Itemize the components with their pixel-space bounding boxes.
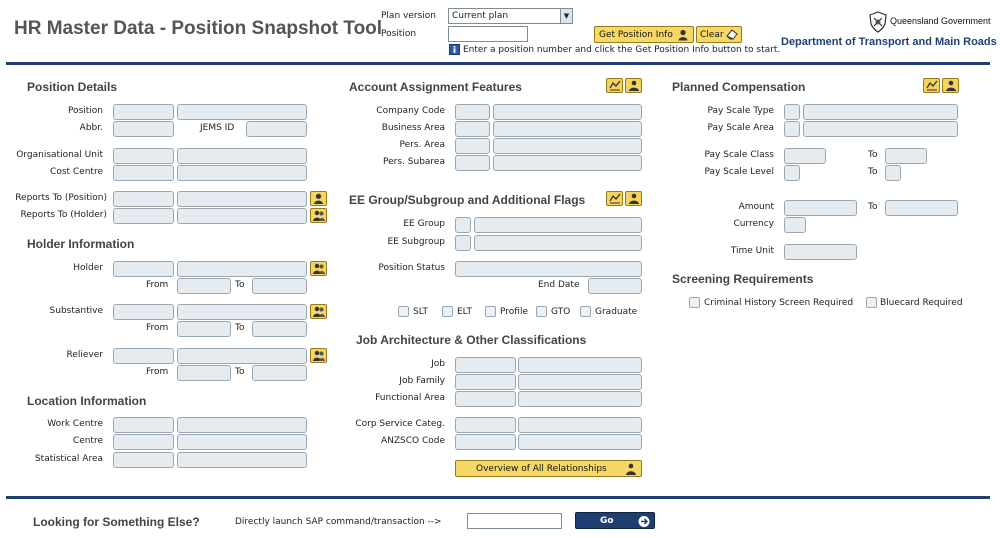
currency-label: Currency bbox=[733, 219, 774, 229]
pay-scale-level-field[interactable] bbox=[784, 165, 800, 181]
org-unit-description-field[interactable] bbox=[177, 148, 307, 164]
header-hint: Enter a position number and click the Get Position Info button to start. bbox=[463, 45, 781, 55]
gto-label: GTO bbox=[551, 307, 571, 317]
business-area-description-field[interactable] bbox=[493, 121, 642, 137]
position-details-title: Position Details bbox=[27, 80, 118, 94]
job-family-field[interactable] bbox=[455, 374, 516, 390]
pers-subarea-field[interactable] bbox=[455, 155, 490, 171]
reliever-lookup-button[interactable] bbox=[310, 348, 327, 363]
anzsco-label: ANZSCO Code bbox=[380, 436, 445, 446]
work-centre-label: Work Centre bbox=[47, 419, 103, 429]
pay-scale-area-label: Pay Scale Area bbox=[707, 123, 774, 133]
substantive-to-label: To bbox=[235, 323, 245, 333]
chevron-down-icon[interactable]: ▼ bbox=[560, 9, 572, 23]
screening-title: Screening Requirements bbox=[672, 272, 814, 286]
work-centre-field[interactable] bbox=[113, 417, 174, 433]
holder-from-field[interactable] bbox=[177, 278, 231, 294]
amount-label: Amount bbox=[738, 202, 774, 212]
account-assignment-org-button[interactable] bbox=[625, 78, 642, 93]
abbr-label: Abbr. bbox=[79, 123, 103, 133]
reliever-to-field[interactable] bbox=[252, 365, 307, 381]
job-family-description-field[interactable] bbox=[518, 374, 642, 390]
reliever-from-label: From bbox=[146, 367, 169, 377]
position-field[interactable] bbox=[113, 104, 174, 120]
position-description-field[interactable] bbox=[177, 104, 307, 120]
reliever-description-field[interactable] bbox=[177, 348, 307, 364]
ee-subgroup-description-field[interactable] bbox=[474, 235, 642, 251]
business-area-field[interactable] bbox=[455, 121, 490, 137]
get-position-info-label: Get Position Info bbox=[599, 30, 673, 40]
header-position-label: Position bbox=[381, 29, 417, 39]
graduate-checkbox[interactable] bbox=[580, 306, 591, 317]
corp-service-field[interactable] bbox=[455, 417, 516, 433]
reports-to-position-label: Reports To (Position) bbox=[15, 193, 107, 203]
pay-scale-type-label: Pay Scale Type bbox=[707, 106, 774, 116]
cost-centre-field[interactable] bbox=[113, 165, 174, 181]
pay-scale-level-to-field[interactable] bbox=[885, 165, 901, 181]
holder-lookup-button[interactable] bbox=[310, 261, 327, 276]
statistical-area-field[interactable] bbox=[113, 452, 174, 468]
pay-scale-area-description-field[interactable] bbox=[803, 121, 958, 137]
ee-group-label: EE Group bbox=[403, 219, 445, 229]
position-label: Position bbox=[67, 106, 103, 116]
ee-subgroup-field[interactable] bbox=[455, 235, 471, 251]
people-icon bbox=[313, 306, 325, 317]
centre-description-field[interactable] bbox=[177, 434, 307, 450]
corp-service-label: Corp Service Categ. bbox=[355, 419, 445, 429]
elt-label: ELT bbox=[457, 307, 472, 317]
job-family-label: Job Family bbox=[399, 376, 445, 386]
pay-scale-class-label: Pay Scale Class bbox=[704, 150, 774, 160]
pay-scale-class-field[interactable] bbox=[784, 148, 826, 164]
statistical-area-description-field[interactable] bbox=[177, 452, 307, 468]
org-unit-field[interactable] bbox=[113, 148, 174, 164]
ee-group-history-button[interactable] bbox=[606, 191, 623, 206]
holder-information-title: Holder Information bbox=[27, 237, 135, 251]
people-icon bbox=[313, 210, 325, 221]
pers-subarea-description-field[interactable] bbox=[493, 155, 642, 171]
pers-area-field[interactable] bbox=[455, 138, 490, 154]
history-icon bbox=[926, 80, 938, 91]
compensation-org-button[interactable] bbox=[942, 78, 959, 93]
business-area-label: Business Area bbox=[381, 123, 445, 133]
reports-to-holder-description-field[interactable] bbox=[177, 208, 307, 224]
ee-group-org-button[interactable] bbox=[625, 191, 642, 206]
go-label: Go bbox=[600, 516, 614, 526]
substantive-from-label: From bbox=[146, 323, 169, 333]
ee-subgroup-label: EE Subgroup bbox=[387, 237, 445, 247]
info-icon bbox=[449, 44, 460, 55]
org-unit-label: Organisational Unit bbox=[16, 150, 103, 160]
reliever-field[interactable] bbox=[113, 348, 174, 364]
time-unit-label: Time Unit bbox=[730, 246, 774, 256]
time-unit-field[interactable] bbox=[784, 244, 857, 260]
currency-field[interactable] bbox=[784, 217, 806, 233]
job-field[interactable] bbox=[455, 357, 516, 373]
ee-group-description-field[interactable] bbox=[474, 217, 642, 233]
pers-area-label: Pers. Area bbox=[399, 140, 445, 150]
job-label: Job bbox=[431, 359, 445, 369]
job-architecture-title: Job Architecture & Other Classifications bbox=[356, 333, 587, 347]
reliever-to-label: To bbox=[235, 367, 245, 377]
graduate-label: Graduate bbox=[595, 307, 638, 317]
holder-to-field[interactable] bbox=[252, 278, 307, 294]
overview-relationships-label: Overview of All Relationships bbox=[476, 464, 607, 474]
ee-group-field[interactable] bbox=[455, 217, 471, 233]
get-position-info-button[interactable] bbox=[594, 26, 694, 43]
pers-area-description-field[interactable] bbox=[493, 138, 642, 154]
footer-divider bbox=[6, 496, 990, 499]
position-status-label: Position Status bbox=[378, 263, 445, 273]
functional-area-description-field[interactable] bbox=[518, 391, 642, 407]
person-icon bbox=[313, 193, 324, 204]
amount-field[interactable] bbox=[784, 200, 857, 216]
plan-version-select[interactable] bbox=[448, 8, 573, 24]
substantive-lookup-button[interactable] bbox=[310, 304, 327, 319]
reliever-from-field[interactable] bbox=[177, 365, 231, 381]
holder-from-label: From bbox=[146, 280, 169, 290]
amount-to-field[interactable] bbox=[885, 200, 958, 216]
pay-scale-level-label: Pay Scale Level bbox=[704, 167, 774, 177]
account-assignment-history-button[interactable] bbox=[606, 78, 623, 93]
clear-button[interactable] bbox=[696, 26, 742, 43]
cost-centre-description-field[interactable] bbox=[177, 165, 307, 181]
substantive-field[interactable] bbox=[113, 304, 174, 320]
sap-command-label: Directly launch SAP command/transaction --> bbox=[235, 517, 442, 527]
pers-subarea-label: Pers. Subarea bbox=[383, 157, 445, 167]
plan-version-value: Current plan bbox=[452, 11, 509, 21]
holder-description-field[interactable] bbox=[177, 261, 307, 277]
slt-checkbox[interactable] bbox=[398, 306, 409, 317]
pay-scale-area-field[interactable] bbox=[784, 121, 800, 137]
profile-label: Profile bbox=[500, 307, 528, 317]
org-chart-icon bbox=[625, 463, 637, 475]
substantive-to-field[interactable] bbox=[252, 321, 307, 337]
pay-scale-level-to-label: To bbox=[868, 167, 878, 177]
app-title: HR Master Data - Position Snapshot Tool bbox=[14, 18, 383, 39]
functional-area-field[interactable] bbox=[455, 391, 516, 407]
org-chart-icon bbox=[628, 193, 640, 204]
compensation-history-button[interactable] bbox=[923, 78, 940, 93]
statistical-area-label: Statistical Area bbox=[34, 454, 103, 464]
reports-to-holder-lookup-button[interactable] bbox=[310, 208, 327, 223]
reliever-label: Reliever bbox=[66, 350, 103, 360]
company-code-field[interactable] bbox=[455, 104, 490, 120]
person-icon bbox=[678, 29, 688, 41]
planned-compensation-title: Planned Compensation bbox=[672, 80, 806, 94]
substantive-label: Substantive bbox=[49, 306, 103, 316]
account-assignment-title: Account Assignment Features bbox=[349, 80, 522, 94]
reports-to-holder-label: Reports To (Holder) bbox=[20, 210, 107, 220]
slt-label: SLT bbox=[413, 307, 428, 317]
amount-to-label: To bbox=[868, 202, 878, 212]
functional-area-label: Functional Area bbox=[375, 393, 445, 403]
criminal-history-label: Criminal History Screen Required bbox=[704, 298, 854, 308]
abbr-field[interactable] bbox=[113, 121, 174, 137]
substantive-from-field[interactable] bbox=[177, 321, 231, 337]
holder-field[interactable] bbox=[113, 261, 174, 277]
end-date-field[interactable] bbox=[588, 278, 642, 294]
end-date-label: End Date bbox=[538, 280, 580, 290]
elt-checkbox[interactable] bbox=[442, 306, 453, 317]
people-icon bbox=[313, 350, 325, 361]
plan-version-label: Plan version bbox=[381, 11, 436, 21]
jems-id-label: JEMS ID bbox=[200, 123, 235, 133]
go-button[interactable] bbox=[575, 512, 655, 529]
gov-name-text: Queensland Government bbox=[890, 16, 991, 26]
ee-group-title: EE Group/Subgroup and Additional Flags bbox=[349, 193, 586, 207]
anzsco-description-field[interactable] bbox=[518, 434, 642, 450]
job-description-field[interactable] bbox=[518, 357, 642, 373]
people-icon bbox=[313, 263, 325, 274]
sap-command-input[interactable] bbox=[467, 513, 562, 529]
org-chart-icon bbox=[945, 80, 957, 91]
corp-service-description-field[interactable] bbox=[518, 417, 642, 433]
centre-field[interactable] bbox=[113, 434, 174, 450]
anzsco-field[interactable] bbox=[455, 434, 516, 450]
org-chart-icon bbox=[628, 80, 640, 91]
gov-name bbox=[890, 16, 991, 26]
bluecard-checkbox[interactable] bbox=[866, 297, 877, 308]
eraser-icon bbox=[726, 29, 738, 40]
pay-scale-class-to-label: To bbox=[868, 150, 878, 160]
history-icon bbox=[609, 80, 621, 91]
cost-centre-label: Cost Centre bbox=[50, 167, 103, 177]
reports-to-position-field[interactable] bbox=[113, 191, 174, 207]
queensland-crest-logo bbox=[867, 11, 889, 33]
reports-to-position-lookup-button[interactable] bbox=[310, 191, 327, 206]
profile-checkbox[interactable] bbox=[485, 306, 496, 317]
position-status-field[interactable] bbox=[455, 261, 642, 277]
gto-checkbox[interactable] bbox=[536, 306, 547, 317]
pay-scale-type-field[interactable] bbox=[784, 104, 800, 120]
position-input[interactable] bbox=[448, 26, 528, 42]
overview-relationships-button[interactable] bbox=[455, 460, 642, 477]
department-name: Department of Transport and Main Roads bbox=[781, 36, 997, 48]
centre-label: Centre bbox=[72, 436, 103, 446]
holder-label: Holder bbox=[73, 263, 103, 273]
criminal-history-checkbox[interactable] bbox=[689, 297, 700, 308]
work-centre-description-field[interactable] bbox=[177, 417, 307, 433]
clear-label: Clear bbox=[700, 30, 724, 40]
bluecard-label: Bluecard Required bbox=[880, 298, 963, 308]
jems-id-field[interactable] bbox=[246, 121, 307, 137]
company-code-label: Company Code bbox=[376, 106, 445, 116]
company-code-description-field[interactable] bbox=[493, 104, 642, 120]
holder-to-label: To bbox=[235, 280, 245, 290]
reports-to-holder-field[interactable] bbox=[113, 208, 174, 224]
pay-scale-class-to-field[interactable] bbox=[885, 148, 927, 164]
pay-scale-type-description-field[interactable] bbox=[803, 104, 958, 120]
header-divider bbox=[6, 62, 990, 65]
location-information-title: Location Information bbox=[27, 394, 147, 408]
reports-to-position-description-field[interactable] bbox=[177, 191, 307, 207]
refresh-arrow-icon bbox=[637, 515, 651, 528]
looking-for-something-else: Looking for Something Else? bbox=[33, 515, 200, 529]
substantive-description-field[interactable] bbox=[177, 304, 307, 320]
history-icon bbox=[609, 193, 621, 204]
